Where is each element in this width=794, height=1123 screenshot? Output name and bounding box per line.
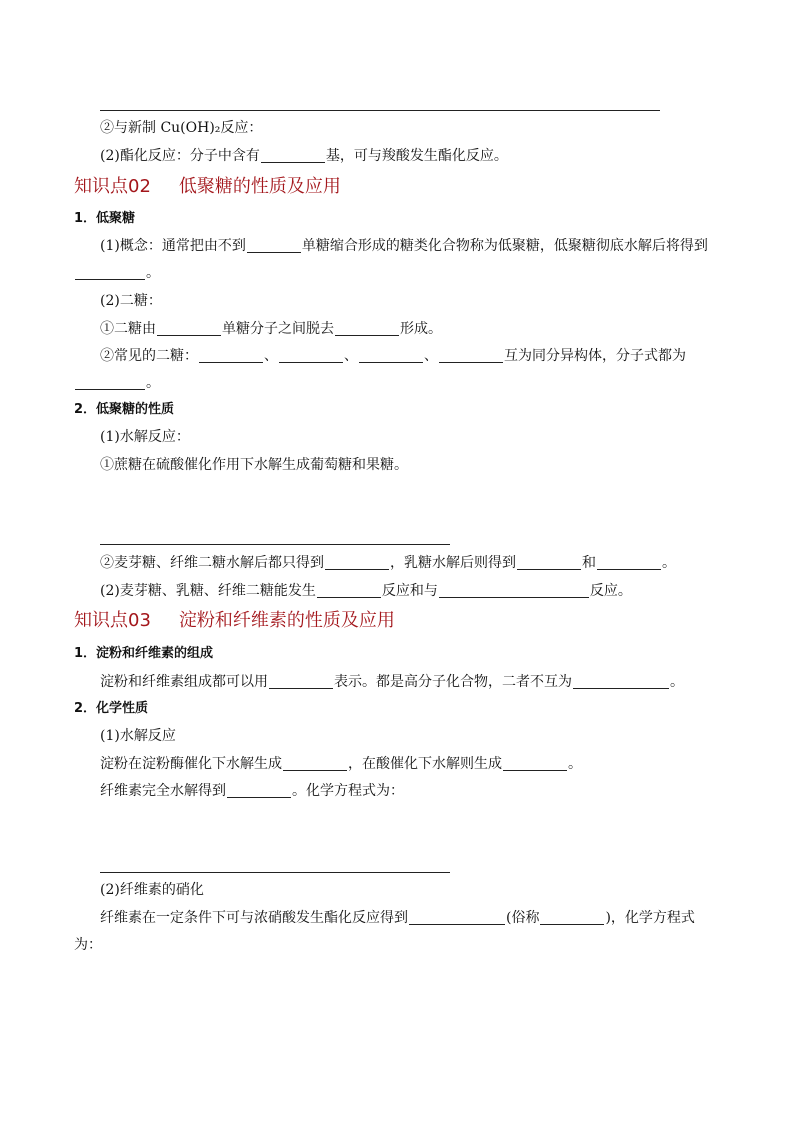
fill-blank[interactable] bbox=[269, 674, 333, 689]
text: 反应和与 bbox=[381, 583, 438, 599]
fill-blank[interactable] bbox=[279, 348, 343, 363]
fill-blank[interactable] bbox=[75, 265, 145, 280]
subsection-heading bbox=[74, 400, 174, 420]
subsection-heading bbox=[74, 699, 148, 719]
text-line bbox=[100, 455, 408, 475]
fill-blank[interactable] bbox=[540, 910, 604, 925]
text-line bbox=[100, 781, 404, 801]
text: ①二糖由 bbox=[100, 321, 156, 337]
text-line bbox=[74, 263, 160, 283]
text-line bbox=[100, 726, 176, 746]
text: 、 bbox=[264, 348, 278, 364]
text: 、 bbox=[344, 348, 358, 364]
text-line bbox=[100, 346, 686, 366]
text-line bbox=[100, 319, 442, 339]
fill-blank[interactable] bbox=[573, 674, 669, 689]
text-line bbox=[74, 373, 160, 393]
text: 1．淀粉和纤维素的组成 bbox=[74, 646, 214, 661]
fill-blank[interactable] bbox=[517, 555, 581, 570]
text-line bbox=[100, 880, 204, 900]
fill-blank[interactable] bbox=[283, 756, 347, 771]
text-line bbox=[100, 581, 632, 601]
fill-blank[interactable] bbox=[335, 321, 399, 336]
fill-blank[interactable] bbox=[325, 555, 389, 570]
subsection-heading bbox=[74, 644, 213, 664]
fill-blank[interactable] bbox=[439, 583, 589, 598]
text: (1)概念：通常把由不到 bbox=[100, 238, 246, 254]
text-line bbox=[100, 236, 708, 256]
text: ，乳糖水解后则得到 bbox=[390, 555, 516, 571]
text: (2)酯化反应：分子中含有 bbox=[100, 148, 260, 164]
text: (1)水解反应 bbox=[100, 728, 176, 744]
text-line bbox=[100, 118, 262, 138]
fill-blank[interactable] bbox=[247, 238, 301, 253]
heading-title: 低聚糖的性质及应用 bbox=[178, 176, 341, 197]
fill-blank[interactable] bbox=[157, 321, 221, 336]
text: 单糖分子之间脱去 bbox=[222, 321, 334, 337]
text: 2．化学性质 bbox=[74, 701, 149, 716]
text: 。 bbox=[568, 756, 582, 772]
text-line bbox=[100, 146, 508, 166]
text: 纤维素完全水解得到 bbox=[100, 783, 226, 799]
text: ①蔗糖在硫酸催化作用下水解生成葡萄糖和果糖。 bbox=[100, 457, 408, 473]
fill-blank[interactable] bbox=[409, 910, 505, 925]
text: (2)麦芽糖、乳糖、纤维二糖能发生 bbox=[100, 583, 316, 599]
text: 为： bbox=[74, 937, 102, 953]
text: 。 bbox=[146, 265, 160, 281]
heading-number: 知识点03 bbox=[74, 610, 151, 631]
answer-line bbox=[100, 110, 660, 111]
text: 淀粉和纤维素组成都可以用 bbox=[100, 674, 268, 690]
text: ②麦芽糖、纤维二糖水解后都只得到 bbox=[100, 555, 324, 571]
text: )，化学方程式 bbox=[605, 910, 695, 926]
answer-line bbox=[100, 872, 450, 873]
text: 单糖缩合形成的糖类化合物称为低聚糖，低聚糖彻底水解后将得到 bbox=[301, 238, 708, 254]
text: 、 bbox=[424, 348, 438, 364]
text-line bbox=[100, 291, 162, 311]
text: 。 bbox=[146, 375, 160, 391]
fill-blank[interactable] bbox=[199, 348, 263, 363]
text-line bbox=[74, 935, 102, 955]
fill-blank[interactable] bbox=[359, 348, 423, 363]
section-heading bbox=[74, 609, 395, 633]
fill-blank[interactable] bbox=[261, 148, 325, 163]
section-heading bbox=[74, 175, 341, 199]
text: 淀粉在淀粉酶催化下水解生成 bbox=[100, 756, 282, 772]
text: (俗称 bbox=[506, 910, 540, 926]
answer-line bbox=[100, 544, 450, 545]
text-line bbox=[100, 754, 582, 774]
text: 反应。 bbox=[589, 583, 632, 599]
heading-number: 知识点02 bbox=[74, 176, 151, 197]
fill-blank[interactable] bbox=[227, 783, 291, 798]
text: 互为同分异构体，分子式都为 bbox=[504, 348, 686, 364]
text: 和 bbox=[582, 555, 596, 571]
text: 2．低聚糖的性质 bbox=[74, 402, 175, 417]
text: 。 bbox=[670, 674, 684, 690]
text: 形成。 bbox=[400, 321, 442, 337]
text-line bbox=[100, 908, 695, 928]
text: 。化学方程式为： bbox=[292, 783, 404, 799]
text: ②与新制 Cu(OH)₂反应： bbox=[100, 120, 263, 136]
text: (1)水解反应： bbox=[100, 429, 190, 445]
heading-title: 淀粉和纤维素的性质及应用 bbox=[178, 610, 395, 631]
text-line bbox=[100, 553, 676, 573]
text: ，在酸催化下水解则生成 bbox=[348, 756, 502, 772]
fill-blank[interactable] bbox=[317, 583, 381, 598]
text: 。 bbox=[662, 555, 676, 571]
text-line bbox=[100, 427, 190, 447]
text: 1．低聚糖 bbox=[74, 211, 136, 226]
text: (2)纤维素的硝化 bbox=[100, 882, 204, 898]
text: 纤维素在一定条件下可与浓硝酸发生酯化反应得到 bbox=[100, 910, 408, 926]
text: 基，可与羧酸发生酯化反应。 bbox=[325, 148, 508, 164]
text: (2)二糖： bbox=[100, 293, 162, 309]
text: ②常见的二糖： bbox=[100, 348, 198, 364]
fill-blank[interactable] bbox=[75, 375, 145, 390]
text-line bbox=[100, 672, 684, 692]
fill-blank[interactable] bbox=[503, 756, 567, 771]
subsection-heading bbox=[74, 209, 135, 229]
fill-blank[interactable] bbox=[597, 555, 661, 570]
fill-blank[interactable] bbox=[439, 348, 503, 363]
text: 表示。都是高分子化合物，二者不互为 bbox=[334, 674, 572, 690]
